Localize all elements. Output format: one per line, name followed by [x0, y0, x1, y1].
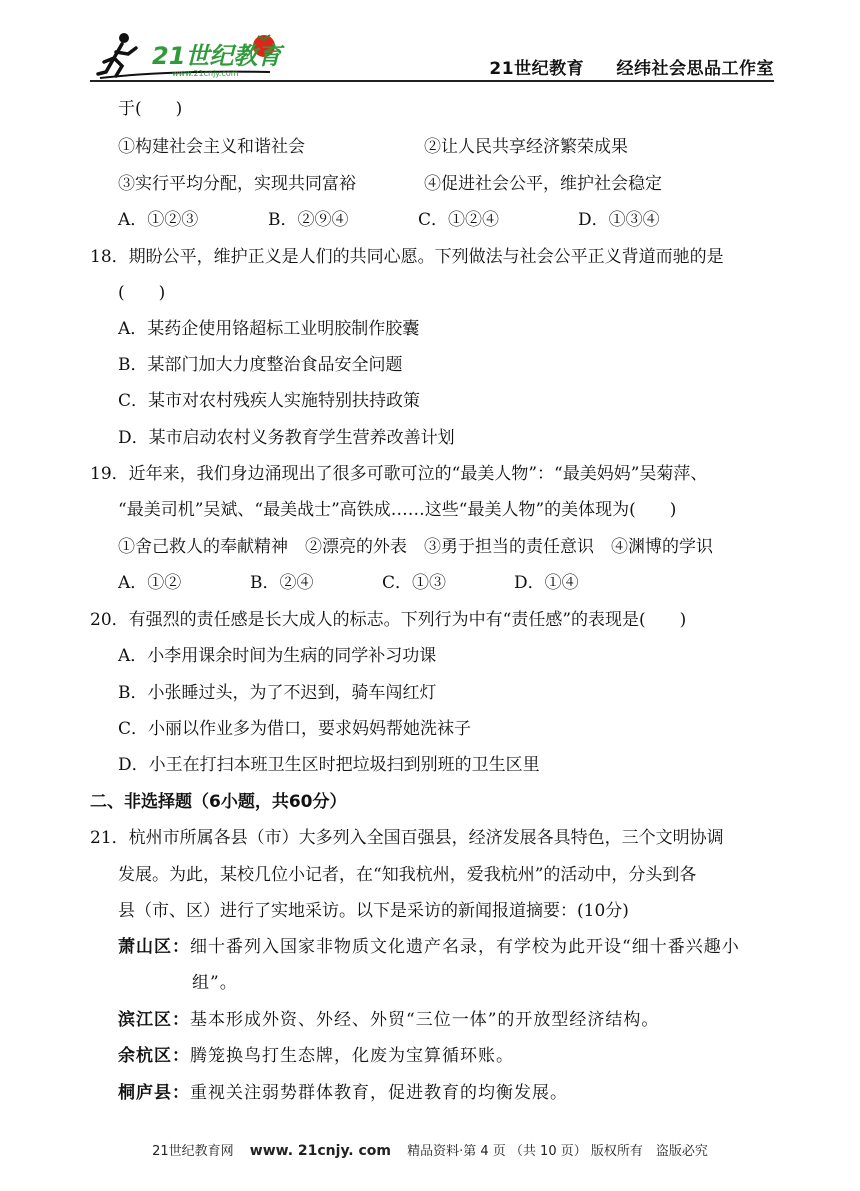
q17-item-1: ①构建社会主义和谐社会 [118, 137, 305, 157]
page-footer [0, 1140, 860, 1159]
q19-items: ①舍己救人的奉献精神 ②漂亮的外表 ③勇于担当的责任意识 ④渊博的学识 [118, 537, 713, 557]
logo-url: www.21cnjy.com [172, 69, 239, 78]
logo-21cnjy [92, 22, 292, 82]
q17-option-d: D．①③④ [578, 210, 660, 230]
q21-stem-line-2: 发展。为此，某校几位小记者，在“知我杭州，爱我杭州”的活动中，分头到各 [118, 865, 697, 885]
footer-site: 21世纪教育网 [152, 1144, 234, 1159]
logo-text: 21世纪教育 [152, 42, 282, 70]
q18-option-d: D．某市启动农村义务教育学生营养改善计划 [118, 428, 455, 448]
q18-option-c: C．某市对农村残疾人实施特别扶持政策 [118, 391, 421, 411]
q20-option-d: D．小王在打扫本班卫生区时把垃圾扫到别班的卫生区里 [118, 755, 540, 775]
q21-report-text: 腾笼换鸟打生态牌，化废为宝算循环账。 [190, 1046, 514, 1066]
q17-item-row-2 [118, 169, 662, 194]
q17-stem-tail: 于( ) [118, 99, 183, 119]
q21-report-xiaoshan-cont: 组”。 [192, 973, 238, 993]
q19-option-d: D．①④ [514, 573, 579, 593]
q18-option-b: B．某部门加大力度整治食品安全问题 [118, 355, 403, 375]
q21-stem-line-1: 21．杭州市所属各县（市）大多列入全国百强县，经济发展各具特色，三个文明协调 [90, 828, 724, 848]
q21-report-label: 余杭区： [118, 1046, 190, 1066]
q19-stem-line-1: 19．近年来，我们身边涌现出了很多可歌可泣的“最美人物”：“最美妈妈”吴菊萍、 [90, 464, 708, 484]
q21-report-text: 重视关注弱势群体教育，促进教育的均衡发展。 [190, 1083, 568, 1103]
q18-stem-bracket: ( ) [118, 283, 166, 303]
q17-options [118, 205, 660, 230]
q17-item-4: ④促进社会公平，维护社会稳定 [424, 174, 662, 194]
q20-stem: 20．有强烈的责任感是长大成人的标志。下列行为中有“责任感”的表现是( ) [90, 610, 687, 630]
q19-options [118, 568, 579, 593]
q18-option-a: A．某药企使用铬超标工业明胶制作胶囊 [118, 319, 420, 339]
q21-report-xiaoshan [118, 932, 740, 957]
q19-option-b: B．②④ [250, 573, 314, 593]
header-divider [90, 80, 774, 82]
q20-option-b: B．小张睡过头，为了不迟到，骑车闯红灯 [118, 683, 437, 703]
header-title [463, 54, 774, 79]
q17-item-3: ③实行平均分配，实现共同富裕 [118, 174, 356, 194]
q21-report-label: 滨江区： [118, 1010, 190, 1030]
q17-item-row-1 [118, 132, 628, 157]
footer-page-info: 精品资料·第 4 页 （共 10 页） 版权所有 盗版必究 [407, 1144, 708, 1159]
q18-stem: 18．期盼公平，维护正义是人们的共同心愿。下列做法与社会公平正义背道而驰的是 [90, 247, 724, 267]
q21-report-tonglu [118, 1078, 568, 1103]
q21-report-text: 基本形成外资、外经、外贸“三位一体”的开放型经济结构。 [190, 1010, 660, 1030]
q19-option-a: A．①② [118, 573, 182, 593]
section-title-nonchoice: 二、非选择题（6小题，共60分） [90, 792, 347, 812]
q21-report-label: 萧山区： [118, 937, 190, 957]
q17-option-a: A．①②③ [118, 210, 199, 230]
q17-option-c: C．①②④ [418, 210, 500, 230]
q17-item-2: ②让人民共享经济繁荣成果 [424, 137, 628, 157]
q20-option-c: C．小丽以作业多为借口，要求妈妈帮她洗袜子 [118, 719, 472, 739]
q19-option-c: C．①③ [382, 573, 447, 593]
header-studio: 经纬社会思品工作室 [616, 59, 774, 79]
q21-report-label: 桐庐县： [118, 1083, 190, 1103]
q21-stem-line-3: 县（市、区）进行了实地采访。以下是采访的新闻报道摘要：(10分) [118, 901, 629, 921]
header-brand: 21世纪教育 [489, 59, 585, 79]
q19-stem-line-2: “最美司机”吴斌、“最美战士”高铁成……这些“最美人物”的美体现为( ) [118, 500, 677, 520]
q21-report-binjiang [118, 1005, 659, 1030]
q21-report-text: 细十番列入国家非物质文化遗产名录，有学校为此开设“细十番兴趣小 [190, 937, 740, 957]
footer-url[interactable]: www. 21cnjy. com [249, 1143, 391, 1159]
q17-option-b: B．②⑨④ [268, 210, 349, 230]
q20-option-a: A．小李用课余时间为生病的同学补习功课 [118, 646, 437, 666]
q21-report-yuhang [118, 1041, 514, 1066]
